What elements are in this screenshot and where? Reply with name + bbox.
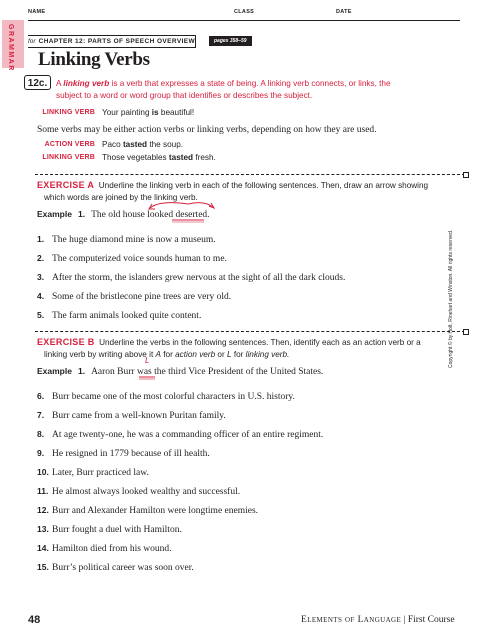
rule-term: linking verb (63, 79, 110, 88)
chapter-for: for (28, 38, 36, 45)
exercise-b-example: Example 1. Aaron Burr was the third Vice President of the United States. (37, 366, 324, 377)
rule-number: 12c. (24, 75, 51, 90)
exercise-b-heading: EXERCISE B Underline the verbs in the following sentences. Then, identify each as an action verb or a linking verb by writing above it A for action verb or L for linking verb. (37, 337, 421, 359)
footer-book-title (301, 615, 455, 625)
course-title: First Course (407, 615, 455, 625)
exercise-b-item-7: 7. Burr came from a well-known Puritan family. (37, 410, 226, 421)
class-label: CLASS (234, 9, 255, 15)
exercise-a-item-5: 5. The farm animals looked quite content. (37, 310, 202, 321)
exercise-a-item-3: 3. After the storm, the islanders grew nervous at the sight of all the dark clouds. (37, 272, 346, 283)
page-title: Linking Verbs (38, 49, 150, 70)
example-b-mark: L (145, 356, 150, 365)
page-number: 48 (28, 614, 41, 626)
exercise-b-item-12: 12. Burr and Alexander Hamilton were longtime enemies. (37, 505, 259, 516)
action-verb-label: ACTION VERB (44, 141, 95, 148)
example-verb: looked (147, 210, 174, 220)
linking-verb-label: LINKING VERB (42, 109, 95, 116)
chapter-title: CHAPTER 12: PARTS OF SPEECH OVERVIEW (38, 38, 196, 45)
linking-verb-example: Your painting is beautiful! (102, 108, 195, 117)
exercise-b-item-15: 15. Burr’s political career was soon over. (37, 562, 194, 573)
rule-line-2: subject to a word or word group that identifies or describes the subject. (56, 90, 313, 100)
example-b-verb: was (136, 367, 152, 377)
book-title: Elements of Language (301, 615, 402, 625)
exercise-b-item-6: 6. Burr became one of the most colorful characters in U.S. history. (37, 391, 295, 402)
exercise-a-item-4: 4. Some of the bristlecone pine trees are very old. (37, 291, 232, 302)
exercise-a-item-2: 2. The computerized voice sounds human to me. (37, 253, 227, 264)
exercise-b-item-9: 9. He resigned in 1779 because of ill health. (37, 448, 210, 459)
exercise-a-name: EXERCISE A (37, 180, 95, 190)
side-tab-label: GRAMMAR (7, 24, 14, 72)
exercise-b-item-11: 11. He almost always looked wealthy and successful. (37, 486, 241, 497)
rule-line-1: A linking verb is a verb that expresses a state of being. A linking verb connects, or links, the (56, 79, 391, 88)
exercise-b-item-10: 10. Later, Burr practiced law. (37, 467, 149, 478)
copyright-notice: Copyright © by Holt, Rinehart and Winston. All rights reserved. (448, 229, 454, 368)
exercise-b-name: EXERCISE B (37, 337, 95, 347)
exercise-b-item-14: 14. Hamilton died from his wound. (37, 543, 172, 554)
date-label: DATE (336, 9, 352, 15)
action-verb-example: Paco tasted the soup. (102, 140, 184, 149)
note-text: Some verbs may be either action verbs or linking verbs, depending on how they are used. (37, 125, 377, 135)
footer-separator: | (403, 615, 406, 625)
exercise-a-heading: EXERCISE A Underline the linking verb in each of the following sentences. Then, draw an arrow showing which words are joined by the linking verb. (37, 180, 429, 202)
exercise-a-example: Example 1. The old house looked deserted. (37, 209, 210, 220)
pages-badge: pages 358–59 (209, 36, 252, 46)
exercise-a-item-1: 1. The huge diamond mine is now a museum. (37, 234, 216, 245)
exercise-b-item-8: 8. At age twenty-one, he was a commanding officer of an entire regiment. (37, 429, 324, 440)
name-label: NAME (28, 9, 46, 15)
example-subject: house (122, 210, 145, 220)
linking-verb-example-2: Those vegetables tasted fresh. (102, 153, 216, 162)
exercise-b-item-13: 13. Burr fought a duel with Hamilton. (37, 524, 182, 535)
linking-verb-label-2: LINKING VERB (42, 154, 95, 161)
